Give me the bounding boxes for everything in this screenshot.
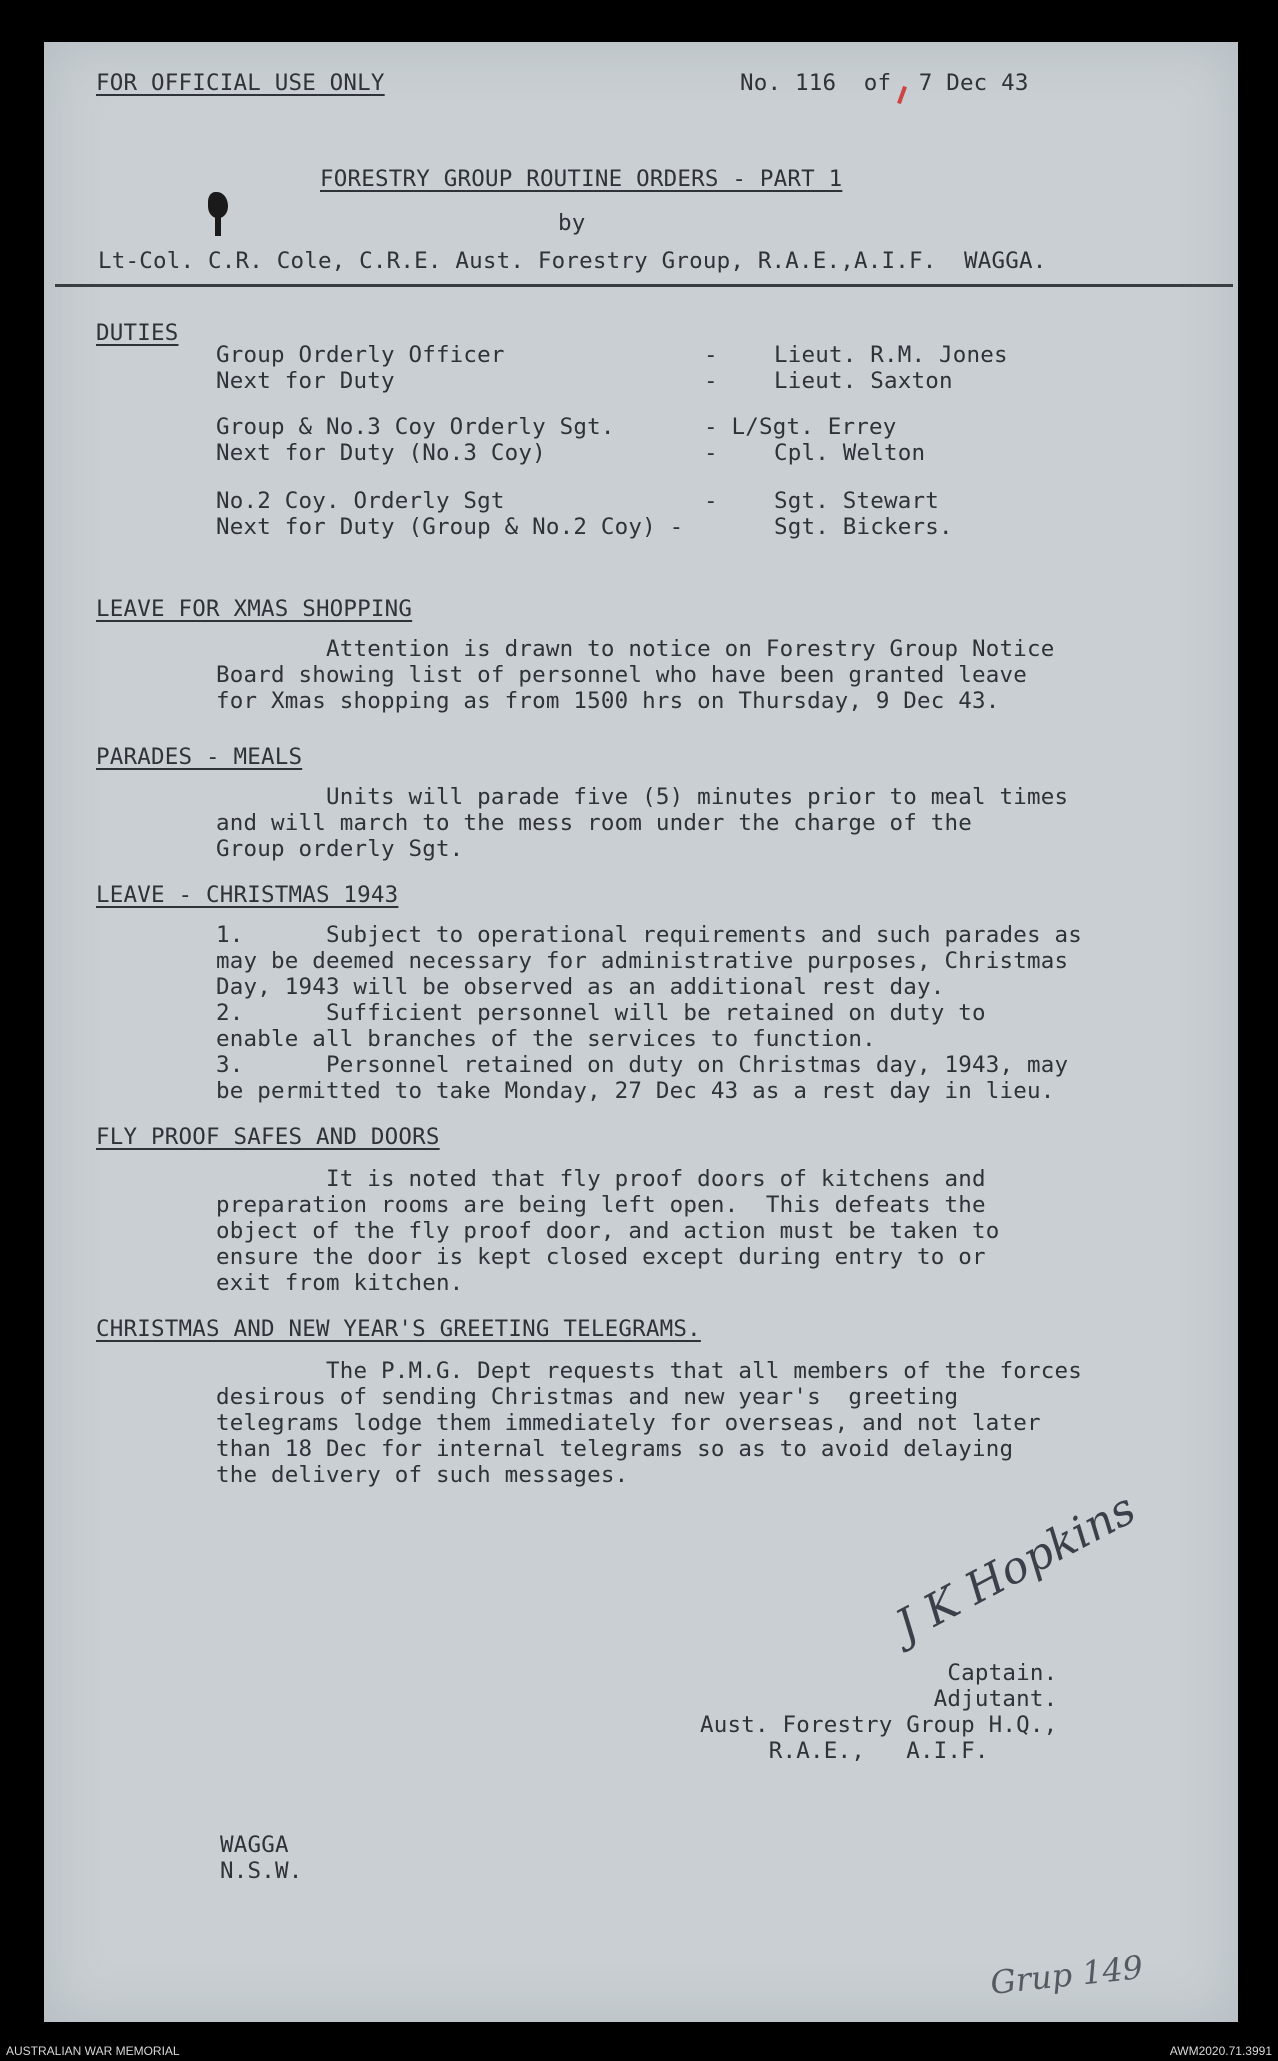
duty-separator: - [704,440,718,466]
duty-name: Lieut. Saxton [774,368,953,394]
footer-institution: AUSTRALIAN WAR MEMORIAL [6,2044,180,2058]
duty-name: Sgt. Stewart [774,488,939,514]
paragraph-line: telegrams lodge them immediately for overseas, and not later [216,1410,1041,1436]
paragraph-line: ensure the door is kept closed except during entry to or [216,1244,986,1270]
paragraph-line: object of the fly proof door, and action must be taken to [216,1218,1000,1244]
duties-heading: DUTIES [96,320,179,346]
document-body [44,42,1238,2022]
paragraph-line: and will march to the mess room under the charge of the [216,810,973,836]
paragraph-line: than 18 Dec for internal telegrams so as to avoid delaying [216,1436,1014,1462]
paragraph-line: It is noted that fly proof doors of kitchens and [216,1166,986,1192]
section-heading: LEAVE - CHRISTMAS 1943 [96,882,399,908]
paragraph-line: preparation rooms are being left open. This defeats the [216,1192,986,1218]
duty-role: Group Orderly Officer [216,342,505,368]
duty-separator: - [704,488,718,514]
section-heading: FLY PROOF SAFES AND DOORS [96,1124,440,1150]
duty-name: Sgt. Bickers. [774,514,953,540]
paragraph-line: Day, 1943 will be observed as an additional rest day. [216,974,945,1000]
by-line: by [558,210,586,236]
author-line: Lt-Col. C.R. Cole, C.R.E. Aust. Forestry Group, R.A.E.,A.I.F. WAGGA. [98,248,1047,274]
paragraph-line: be permitted to take Monday, 27 Dec 43 as a rest day in lieu. [216,1078,1055,1104]
paragraph-line: enable all branches of the services to function. [216,1026,876,1052]
paragraph-line: 2. Sufficient personnel will be retained on duty to [216,1000,986,1026]
duty-role: Next for Duty (No.3 Coy) [216,440,546,466]
duty-role: No.2 Coy. Orderly Sgt [216,488,505,514]
signature-line: Captain. [700,1660,1058,1686]
document-title: FORESTRY GROUP ROUTINE ORDERS - PART 1 [320,166,843,192]
duty-role: Next for Duty (Group & No.2 Coy) - [216,514,684,540]
section-heading: CHRISTMAS AND NEW YEAR'S GREETING TELEGRAMS. [96,1316,701,1342]
handwritten-signature: J K Hopkins [887,1483,1144,1652]
paragraph-line: 1. Subject to operational requirements and such parades as [216,922,1083,948]
duty-separator: - L/Sgt. Errey [704,414,897,440]
paragraph-line: Board showing list of personnel who have been granted leave [216,662,1028,688]
order-number: No. 116 of 7 Dec 43 [740,70,1029,96]
paragraph-line: the delivery of such messages. [216,1462,629,1488]
official-use-label: FOR OFFICIAL USE ONLY [96,70,385,96]
paragraph-line: 3. Personnel retained on duty on Christmas day, 1943, may [216,1052,1069,1078]
pencil-annotation: Grup 149 [988,1948,1145,2002]
paragraph-line: The P.M.G. Dept requests that all members of the forces [216,1358,1083,1384]
paragraph-line: Units will parade five (5) minutes prior to meal times [216,784,1069,810]
duty-role: Group & No.3 Coy Orderly Sgt. [216,414,615,440]
duty-separator: - [704,368,718,394]
duty-role: Next for Duty [216,368,395,394]
paragraph-line: exit from kitchen. [216,1270,464,1296]
footer-accession-number: AWM2020.71.3991 [1169,2044,1272,2058]
section-heading: LEAVE FOR XMAS SHOPPING [96,596,413,622]
signature-line: R.A.E., A.I.F. [700,1738,989,1764]
paragraph-line: desirous of sending Christmas and new year's greeting [216,1384,959,1410]
duty-name: Lieut. R.M. Jones [774,342,1008,368]
location-line: WAGGA [220,1832,289,1858]
paragraph-line: may be deemed necessary for administrative purposes, Christmas [216,948,1069,974]
signature-line: Adjutant. [700,1686,1058,1712]
duty-separator: - [704,342,718,368]
duty-name: Cpl. Welton [774,440,926,466]
paragraph-line: for Xmas shopping as from 1500 hrs on Thursday, 9 Dec 43. [216,688,1000,714]
paragraph-line: Attention is drawn to notice on Forestry Group Notice [216,636,1055,662]
section-heading: PARADES - MEALS [96,744,303,770]
paragraph-line: Group orderly Sgt. [216,836,464,862]
signature-line: Aust. Forestry Group H.Q., [700,1712,1058,1738]
location-line: N.S.W. [220,1858,303,1884]
